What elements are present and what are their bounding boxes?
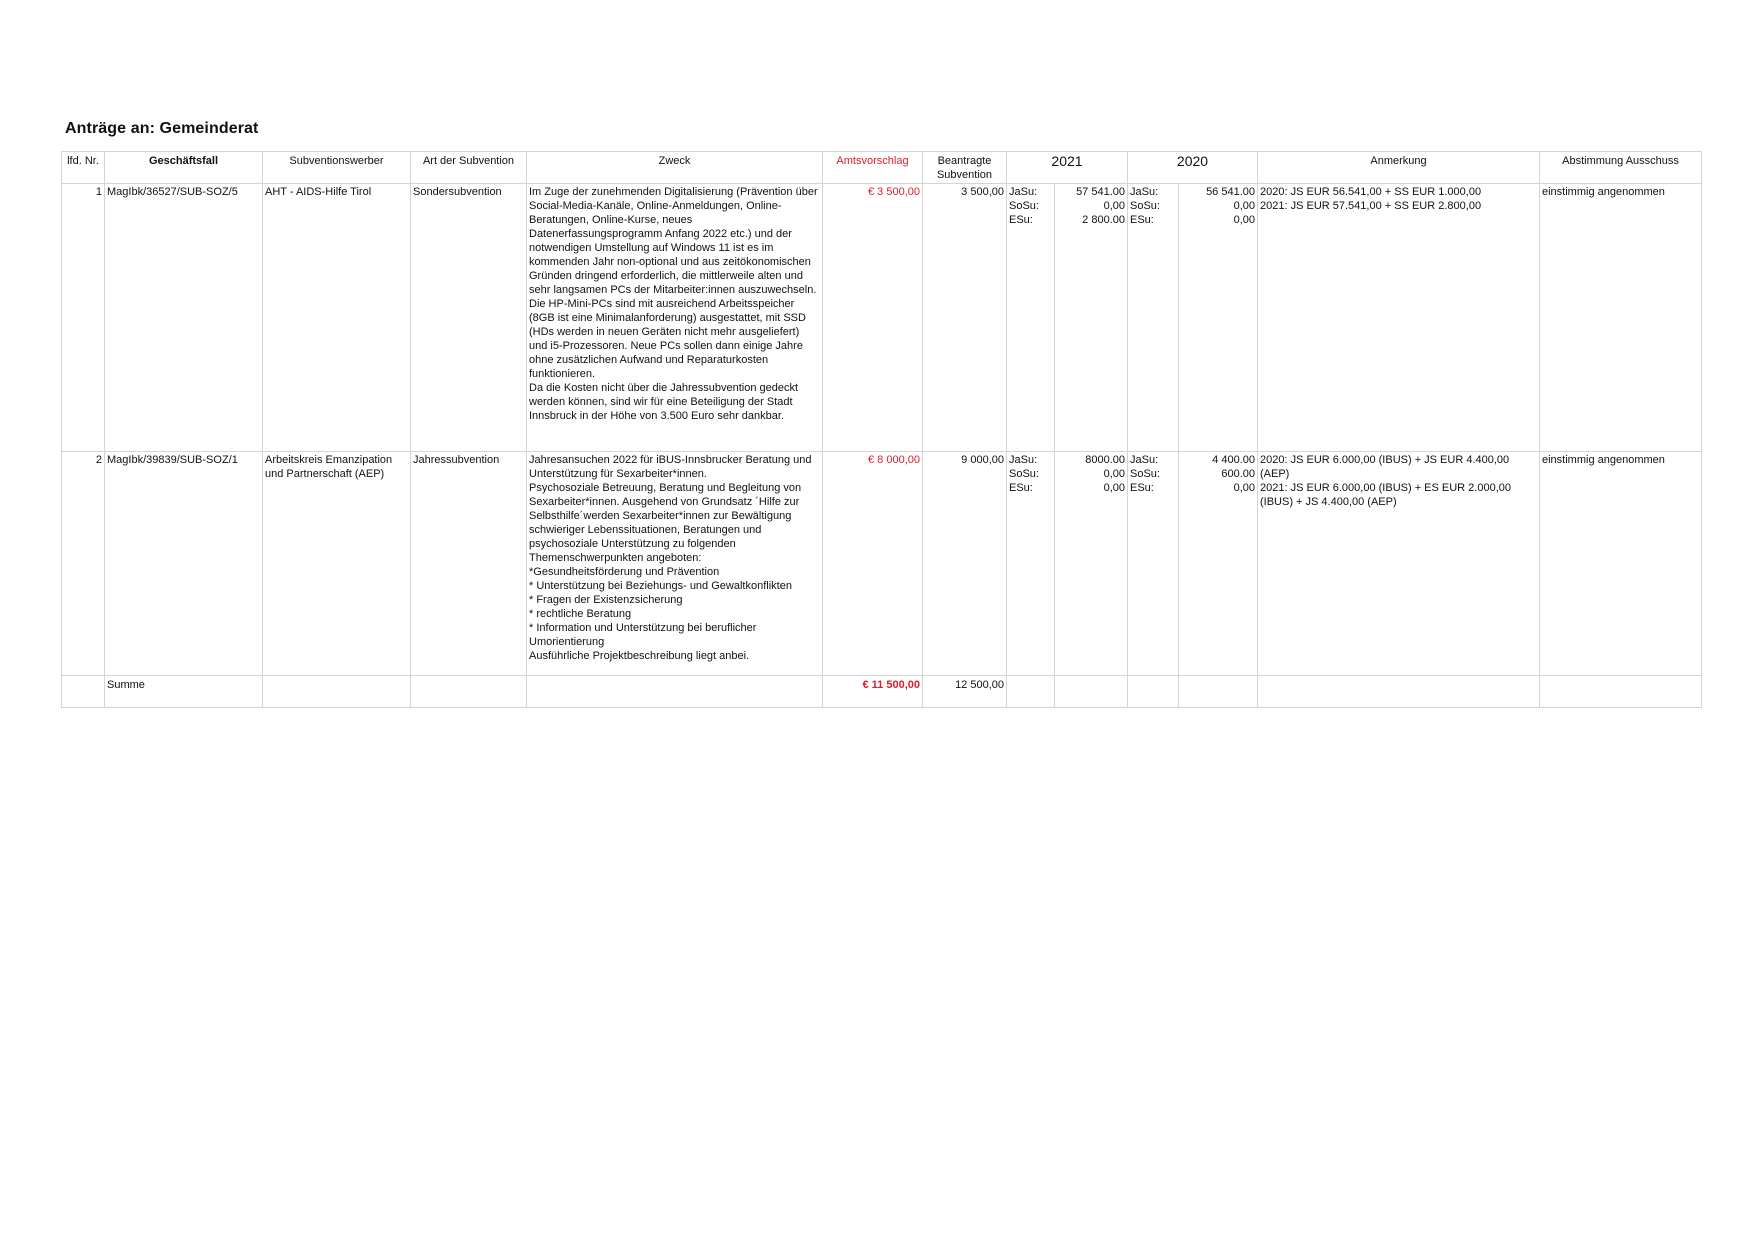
sum-empty — [527, 676, 823, 708]
label-esu: ESu: — [1009, 482, 1033, 494]
header-year-2021: 2021 — [1007, 152, 1128, 184]
sum-empty — [1128, 676, 1179, 708]
header-row — [62, 152, 1702, 184]
value-sosu: 0,00 — [1103, 468, 1125, 480]
sum-amtsvorschlag: € 11 500,00 — [823, 676, 923, 708]
label-jasu: JaSu: — [1009, 454, 1038, 466]
value-sosu: 600.00 — [1221, 468, 1255, 480]
header-abstimmung: Abstimmung Ausschuss — [1540, 152, 1702, 184]
sum-empty — [62, 676, 105, 708]
row-2021-values — [1055, 184, 1128, 452]
value-esu: 0,00 — [1103, 482, 1125, 494]
label-sosu: SoSu: — [1009, 468, 1039, 480]
value-esu: 0,00 — [1233, 214, 1255, 226]
label-esu: ESu: — [1009, 214, 1033, 226]
sum-empty — [1055, 676, 1128, 708]
header-anmerkung: Anmerkung — [1258, 152, 1540, 184]
page-title: Anträge an: Gemeinderat — [65, 120, 259, 137]
row-abstimmung: einstimmig angenommen — [1540, 452, 1702, 676]
row-zweck: Im Zuge der zunehmenden Digitalisierung (Prävention über Social-Media-Kanäle, Online-Anmeldungen, Online-Beratungen, Online-Kurse, neues Datenerfassungsprogramm Anfang 2022 etc.) und der notwendigen Umstellung auf Windows 11 ist es im kommenden Jahr non-optional und aus zeitökonomischen Gründen dringend erforderlich, die mittlerweile alten und sehr langsamen PCs der Mitarbeiter:innen auszuwechseln. Die HP-Mini-PCs sind mit ausreichend Arbeitsspeicher (8GB ist eine Minimalanforderung) ausgestattet, mit SSD (HDs werden in neuen Geräten nicht mehr ausgeliefert) und i5-Prozessoren. Neue PCs sollen dann einige Jahre ohne zusätzlichen Aufwand und Reparaturkosten funktionieren. Da die Kosten nicht über die Jahressubvention gedeckt werden können, sind wir für eine Beteiligung der Stadt Innsbruck in der Höhe von 3.500 Euro sehr dankbar. — [527, 184, 823, 452]
sum-empty — [1179, 676, 1258, 708]
label-esu: ESu: — [1130, 482, 1154, 494]
sum-beantragt: 12 500,00 — [923, 676, 1007, 708]
row-2021-values — [1055, 452, 1128, 676]
row-amtsvorschlag: € 3 500,00 — [823, 184, 923, 452]
header-art: Art der Subvention — [411, 152, 527, 184]
row-2021-labels — [1007, 184, 1055, 452]
row-2020-labels — [1128, 184, 1179, 452]
header-subventionswerber: Subventionswerber — [263, 152, 411, 184]
header-year-2020: 2020 — [1128, 152, 1258, 184]
row-zweck: Jahresansuchen 2022 für iBUS-Innsbrucker Beratung und Unterstützung für Sexarbeiter*innen. Psychosoziale Betreuung, Beratung und Begleitung von Sexarbeiter*innen. Ausgehend von Grundsatz ´Hilfe zur Selbsthilfe´werden Sexarbeiter*innen zur Bewältigung schwieriger Lebenssituationen, Beratungen und psychosoziale Unterstützung zu folgenden Themenschwerpunkten angeboten: *Gesundheitsförderung und Prävention * Unterstützung bei Beziehungs- und Gewaltkonflikten * Fragen der Existenzsicherung * rechtliche Beratung * Information und Unterstützung bei beruflicher Umorientierung Ausführliche Projektbeschreibung liegt anbei. — [527, 452, 823, 676]
value-jasu: 4 400.00 — [1212, 454, 1255, 466]
label-esu: ESu: — [1130, 214, 1154, 226]
sum-empty — [1258, 676, 1540, 708]
row-beantragt: 9 000,00 — [923, 452, 1007, 676]
value-sosu: 0,00 — [1233, 200, 1255, 212]
row-art: Jahressubvention — [411, 452, 527, 676]
sum-row — [62, 676, 1702, 708]
header-zweck: Zweck — [527, 152, 823, 184]
label-jasu: JaSu: — [1130, 454, 1159, 466]
row-nr: 2 — [62, 452, 105, 676]
row-2021-labels — [1007, 452, 1055, 676]
table-row — [62, 184, 1702, 452]
row-geschaeftsfall: MagIbk/36527/SUB-SOZ/5 — [105, 184, 263, 452]
value-sosu: 0,00 — [1103, 200, 1125, 212]
row-subventionswerber: AHT - AIDS-Hilfe Tirol — [263, 184, 411, 452]
row-geschaeftsfall: MagIbk/39839/SUB-SOZ/1 — [105, 452, 263, 676]
sum-empty — [1007, 676, 1055, 708]
header-beantragt: Beantragte Subvention — [923, 152, 1007, 184]
row-abstimmung: einstimmig angenommen — [1540, 184, 1702, 452]
row-anmerkung: 2020: JS EUR 6.000,00 (IBUS) + JS EUR 4.400,00 (AEP) 2021: JS EUR 6.000,00 (IBUS) + ES EUR 2.000,00 (IBUS) + JS 4.400,00 (AEP) — [1258, 452, 1540, 676]
value-esu: 2 800.00 — [1082, 214, 1125, 226]
label-jasu: JaSu: — [1009, 186, 1038, 198]
row-anmerkung: 2020: JS EUR 56.541,00 + SS EUR 1.000,00 2021: JS EUR 57.541,00 + SS EUR 2.800,00 — [1258, 184, 1540, 452]
label-sosu: SoSu: — [1009, 200, 1039, 212]
row-nr: 1 — [62, 184, 105, 452]
value-jasu: 57 541.00 — [1076, 186, 1125, 198]
value-jasu: 56 541.00 — [1206, 186, 1255, 198]
header-nr: lfd. Nr. — [62, 152, 105, 184]
label-sosu: SoSu: — [1130, 200, 1160, 212]
sum-empty — [263, 676, 411, 708]
sum-empty — [411, 676, 527, 708]
value-esu: 0,00 — [1233, 482, 1255, 494]
row-2020-values — [1179, 452, 1258, 676]
label-sosu: SoSu: — [1130, 468, 1160, 480]
row-2020-labels — [1128, 452, 1179, 676]
row-2020-values — [1179, 184, 1258, 452]
label-jasu: JaSu: — [1130, 186, 1159, 198]
row-subventionswerber: Arbeitskreis Emanzipation und Partnerschaft (AEP) — [263, 452, 411, 676]
header-geschaeftsfall: Geschäftsfall — [105, 152, 263, 184]
sum-empty — [1540, 676, 1702, 708]
row-amtsvorschlag: € 8 000,00 — [823, 452, 923, 676]
header-amtsvorschlag: Amtsvorschlag — [823, 152, 923, 184]
subsidy-table — [61, 151, 1702, 708]
table-row — [62, 452, 1702, 676]
row-beantragt: 3 500,00 — [923, 184, 1007, 452]
row-art: Sondersubvention — [411, 184, 527, 452]
value-jasu: 8000.00 — [1085, 454, 1125, 466]
sum-label: Summe — [105, 676, 263, 708]
